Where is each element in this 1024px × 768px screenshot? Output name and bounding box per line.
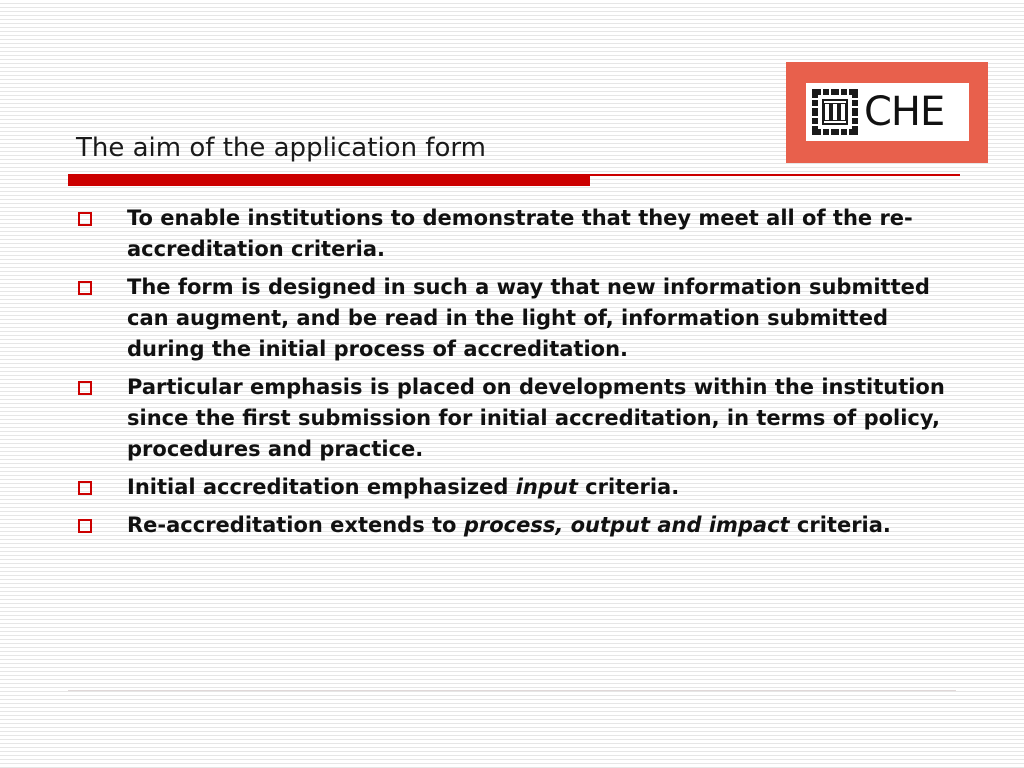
bullet-emphasis: process, output and impact — [463, 513, 790, 537]
bullet-emphasis: input — [515, 475, 578, 499]
bullet-item — [76, 472, 956, 503]
hollow-square-bullet-icon — [78, 212, 92, 226]
bullet-item — [76, 272, 956, 365]
bullet-text: Particular emphasis is placed on developments within the institution since the first submission for initial accreditation, in terms of policy, procedures and practice. — [127, 375, 945, 461]
che-emblem-icon — [810, 87, 860, 137]
che-logo — [786, 62, 988, 163]
hollow-square-bullet-icon — [78, 281, 92, 295]
bullet-item — [76, 372, 956, 465]
bullet-item — [76, 203, 956, 265]
bullet-item — [76, 510, 956, 541]
hollow-square-bullet-icon — [78, 381, 92, 395]
logo-panel — [806, 83, 969, 141]
bullet-text-after: criteria. — [789, 513, 891, 537]
slide-title: The aim of the application form — [76, 133, 486, 163]
bullet-text: To enable institutions to demonstrate that they meet all of the re-accreditation criteria. — [127, 206, 913, 261]
hollow-square-bullet-icon — [78, 481, 92, 495]
title-underline-thick — [68, 174, 590, 186]
bullet-text-before: Initial accreditation emphasized — [127, 475, 516, 499]
hollow-square-bullet-icon — [78, 519, 92, 533]
bullet-text: The form is designed in such a way that new information submitted can augment, and be read in the light of, information submitted during the initial process of accreditation. — [127, 275, 930, 361]
bullet-text-before: Re-accreditation extends to — [127, 513, 464, 537]
bullet-text-after: criteria. — [577, 475, 680, 499]
bullet-list — [76, 203, 956, 548]
footer-divider — [68, 690, 956, 691]
logo-text: CHE — [864, 89, 945, 135]
